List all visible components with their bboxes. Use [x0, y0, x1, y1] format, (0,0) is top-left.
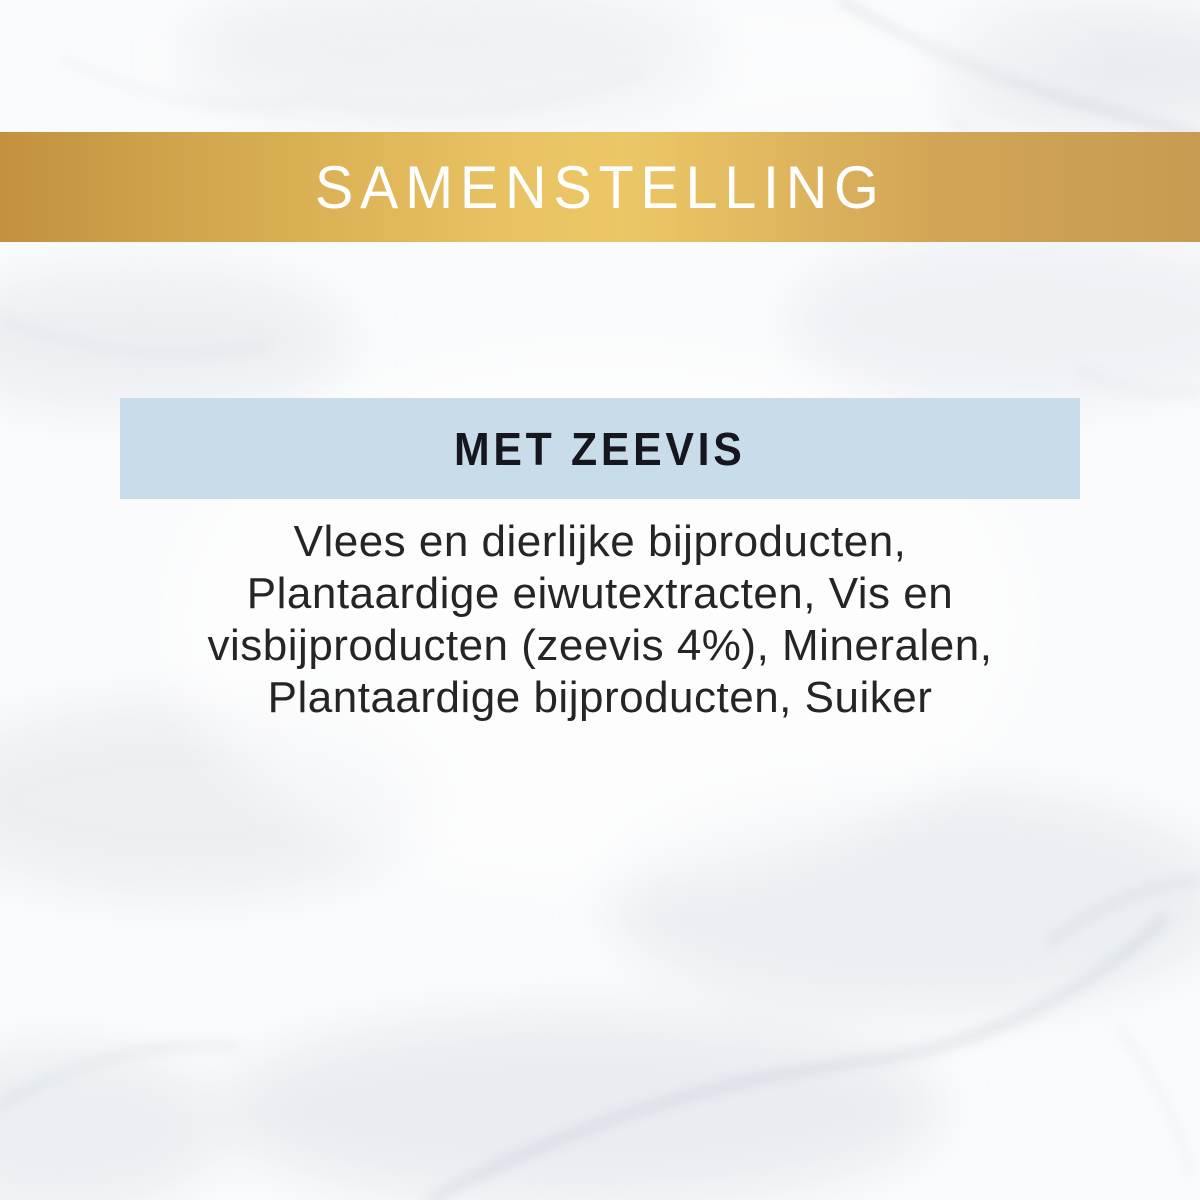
ingredients-line-2: Plantaardige eiwutextracten, Vis en: [246, 569, 954, 618]
composition-header-banner: [0, 132, 1200, 242]
composition-title: SAMENSTELLING: [314, 153, 886, 221]
ingredients-line-3: visbijproducten (zeevis 4%), Mineralen,: [207, 621, 993, 670]
variant-banner: [120, 398, 1080, 499]
variant-label: MET ZEEVIS: [454, 422, 746, 475]
ingredients-text: [0, 516, 1200, 724]
ingredients-line-1: Vlees en dierlijke bijproducten,: [293, 517, 907, 566]
ingredients-line-4: Plantaardige bijproducten, Suiker: [267, 673, 933, 722]
